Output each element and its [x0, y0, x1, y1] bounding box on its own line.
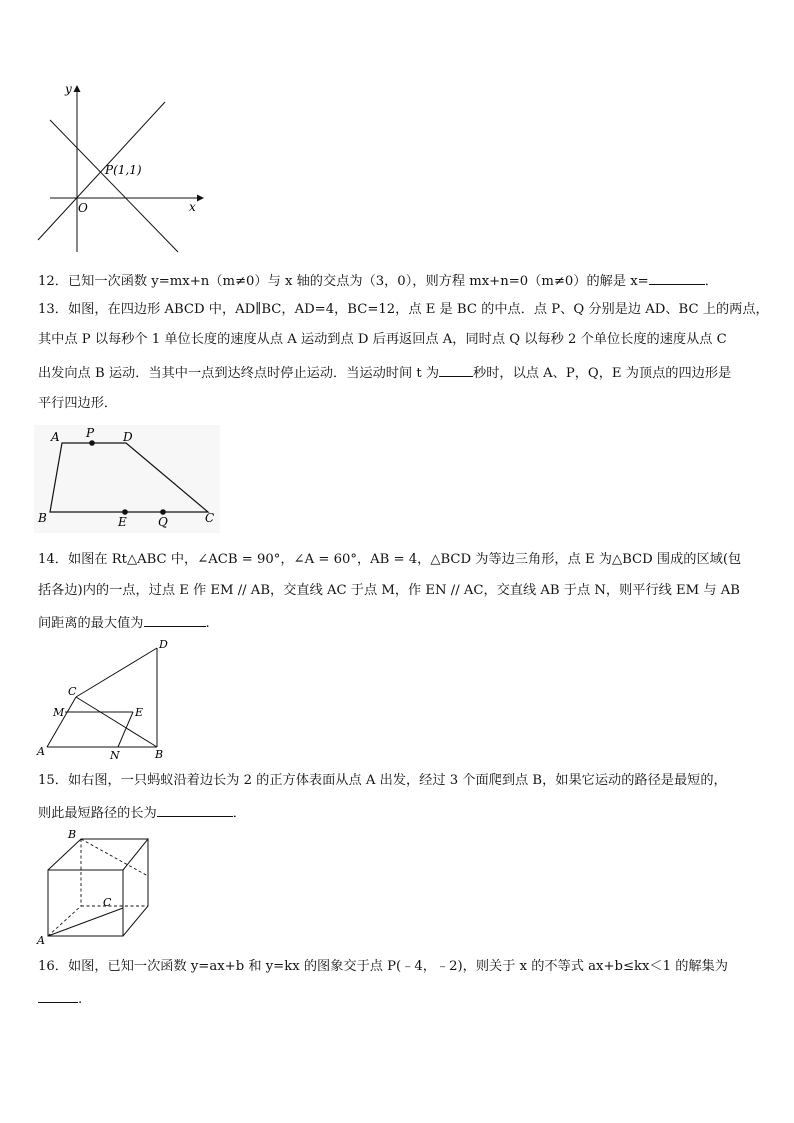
x-axis-label: x [189, 200, 196, 214]
question-16-line-1: 16．如图，已知一次函数 y=ax+b 和 y=kx 的图象交于点 P(﹣4，﹣2)，则关于 x 的不等式 ax+b≤kx＜1 的解集为 [38, 959, 728, 974]
figure-coordinate-graph [34, 80, 204, 255]
q12-answer-blank [649, 272, 705, 285]
segment-ac [47, 697, 76, 747]
segment-en [118, 712, 133, 747]
question-14-line-1: 14．如图在 Rt△ABC 中，∠ACB = 90°，∠A = 60°，AB = 4，△BCD 为等边三角形，点 E 为△BCD 围成的区域(包 [38, 552, 742, 567]
q13-text-b: 秒时，以点 A、P，Q，E 为顶点的四边形是 [473, 366, 732, 381]
label-m: M [53, 706, 65, 719]
x-axis-arrow [197, 195, 204, 202]
label-p: P [86, 426, 95, 440]
point-p [89, 440, 95, 446]
q15-text: 则此最短路径的长为 [38, 806, 157, 821]
question-13-line-3 [38, 364, 731, 382]
label-c: C [205, 511, 215, 525]
label-d: D [159, 638, 168, 651]
q16-answer-blank [38, 990, 78, 1003]
label-d: D [123, 430, 133, 444]
label-n: N [110, 749, 120, 762]
label-a: A [37, 934, 45, 947]
question-13-line-2: 其中点 P 以每秒个 1 单位长度的速度从点 A 运动到点 D 后再返回点 A，同时点 Q 以每秒 2 个单位长度的速度从点 C [38, 332, 727, 347]
label-b: B [68, 828, 77, 841]
label-a: A [51, 430, 60, 444]
q12-text: 12．已知一次函数 y=mx+n（m≠0）与 x 轴的交点为（3，0），则方程 mx+n=0（m≠0）的解是 x= [38, 274, 649, 289]
question-16-line-2 [38, 990, 82, 1008]
figure-triangle [34, 637, 174, 762]
question-15-line-1: 15．如右图，一只蚂蚁沿着边长为 2 的正方体表面从点 A 出发，经过 3 个面爬到点 B，如果它运动的路径是最短的， [38, 773, 727, 788]
label-c: C [68, 685, 77, 698]
cube-right-face [123, 839, 148, 936]
question-14-line-3 [38, 614, 210, 632]
point-q [160, 509, 166, 515]
q14-end: . [205, 616, 210, 631]
label-q: Q [158, 515, 168, 529]
cube-hidden-edge-3 [48, 906, 81, 936]
figure-trapezoid [34, 425, 220, 533]
label-b: B [38, 511, 47, 525]
q13-text-a: 出发向点 B 运动．当其中一点到达终点时停止运动．当运动时间 t 为 [38, 366, 440, 381]
label-e: E [118, 515, 127, 529]
q14-text: 间距离的最大值为 [38, 616, 144, 631]
segment-cb [76, 697, 157, 747]
figure-cube [34, 826, 159, 948]
y-axis-label: y [65, 82, 72, 96]
question-15-line-2 [38, 804, 246, 822]
q16-end: . [78, 992, 83, 1007]
label-e: E [135, 706, 144, 719]
line-decreasing [50, 120, 178, 252]
question-14-line-2: 括各边)内的一点，过点 E 作 EM // AB，交直线 AC 于点 M，作 EN // AC，交直线 AB 于点 N，则平行线 EM 与 AB [38, 583, 740, 598]
label-b: B [155, 748, 164, 761]
q12-end: ． [704, 274, 718, 289]
label-c: C [103, 896, 112, 909]
question-12 [38, 272, 718, 290]
q15-answer-blank [157, 804, 233, 817]
origin-label: O [78, 201, 88, 215]
question-13-line-1: 13．如图，在四边形 ABCD 中，AD∥BC，AD=4，BC=12，点 E 是 BC 的中点．点 P、Q 分别是边 AD、BC 上的两点， [38, 302, 769, 317]
point-e [122, 509, 128, 515]
path-a-to-c [48, 908, 123, 936]
q14-answer-blank [144, 614, 206, 627]
cube-top-face [48, 839, 148, 870]
cube-front-face [48, 870, 123, 936]
question-13-line-4: 平行四边形． [38, 396, 118, 411]
label-a: A [37, 745, 45, 758]
q13-answer-blank [439, 364, 473, 377]
q15-end: ． [232, 806, 246, 821]
point-p-label: P(1,1) [105, 163, 142, 177]
segment-cd [76, 648, 157, 697]
y-axis-arrow [74, 85, 81, 92]
